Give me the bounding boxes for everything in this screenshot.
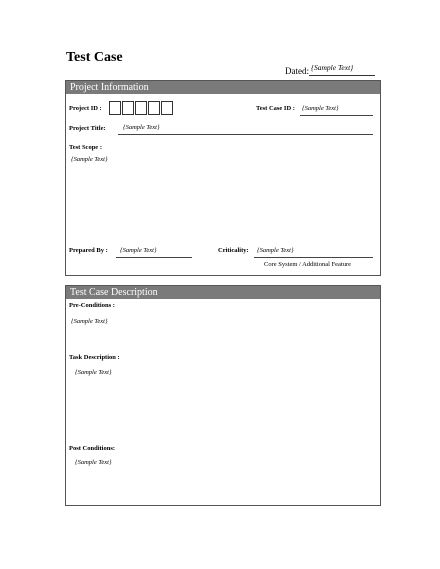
test-scope-value[interactable]: {Sample Text} [71, 156, 108, 163]
project-id-box[interactable] [109, 101, 121, 115]
project-information-header: Project Information [66, 81, 380, 94]
project-id-box[interactable] [135, 101, 147, 115]
pre-conditions-label: Pre-Conditions : [69, 302, 115, 309]
dated-underline [309, 75, 375, 76]
test-scope-label: Test Scope : [69, 144, 102, 151]
test-case-id-underline [300, 115, 373, 116]
task-description-label: Task Description : [69, 354, 120, 361]
test-case-id-value[interactable]: {Sample Text} [302, 105, 339, 112]
project-title-value[interactable]: {Sample Text} [123, 124, 160, 131]
dated-value[interactable]: {Sample Text} [311, 63, 354, 72]
criticality-underline [254, 257, 373, 258]
post-conditions-value[interactable]: {Sample Text} [75, 459, 112, 466]
project-id-label: Project ID : [69, 105, 102, 112]
prepared-by-label: Prepared By : [69, 247, 108, 254]
prepared-by-value[interactable]: {Sample Text} [120, 247, 157, 254]
project-title-underline [118, 134, 373, 135]
pre-conditions-value[interactable]: {Sample Text} [71, 318, 108, 325]
test-case-id-label: Test Case ID : [256, 105, 295, 112]
criticality-label: Criticality: [218, 247, 249, 254]
criticality-note: Core System / Additional Feature [264, 261, 352, 268]
dated-label: Dated: [285, 66, 309, 76]
project-title-label: Project Title: [69, 125, 106, 132]
project-id-box[interactable] [122, 101, 134, 115]
project-id-box[interactable] [161, 101, 173, 115]
project-id-box[interactable] [148, 101, 160, 115]
task-description-value[interactable]: {Sample Text} [75, 369, 112, 376]
page-title: Test Case [66, 50, 123, 65]
project-id-boxes[interactable] [109, 101, 174, 115]
criticality-value[interactable]: {Sample Text} [257, 247, 294, 254]
test-case-description-panel [65, 285, 381, 506]
post-conditions-label: Post Conditions: [69, 445, 116, 452]
test-case-description-header: Test Case Description [66, 286, 380, 299]
prepared-by-underline [116, 257, 192, 258]
